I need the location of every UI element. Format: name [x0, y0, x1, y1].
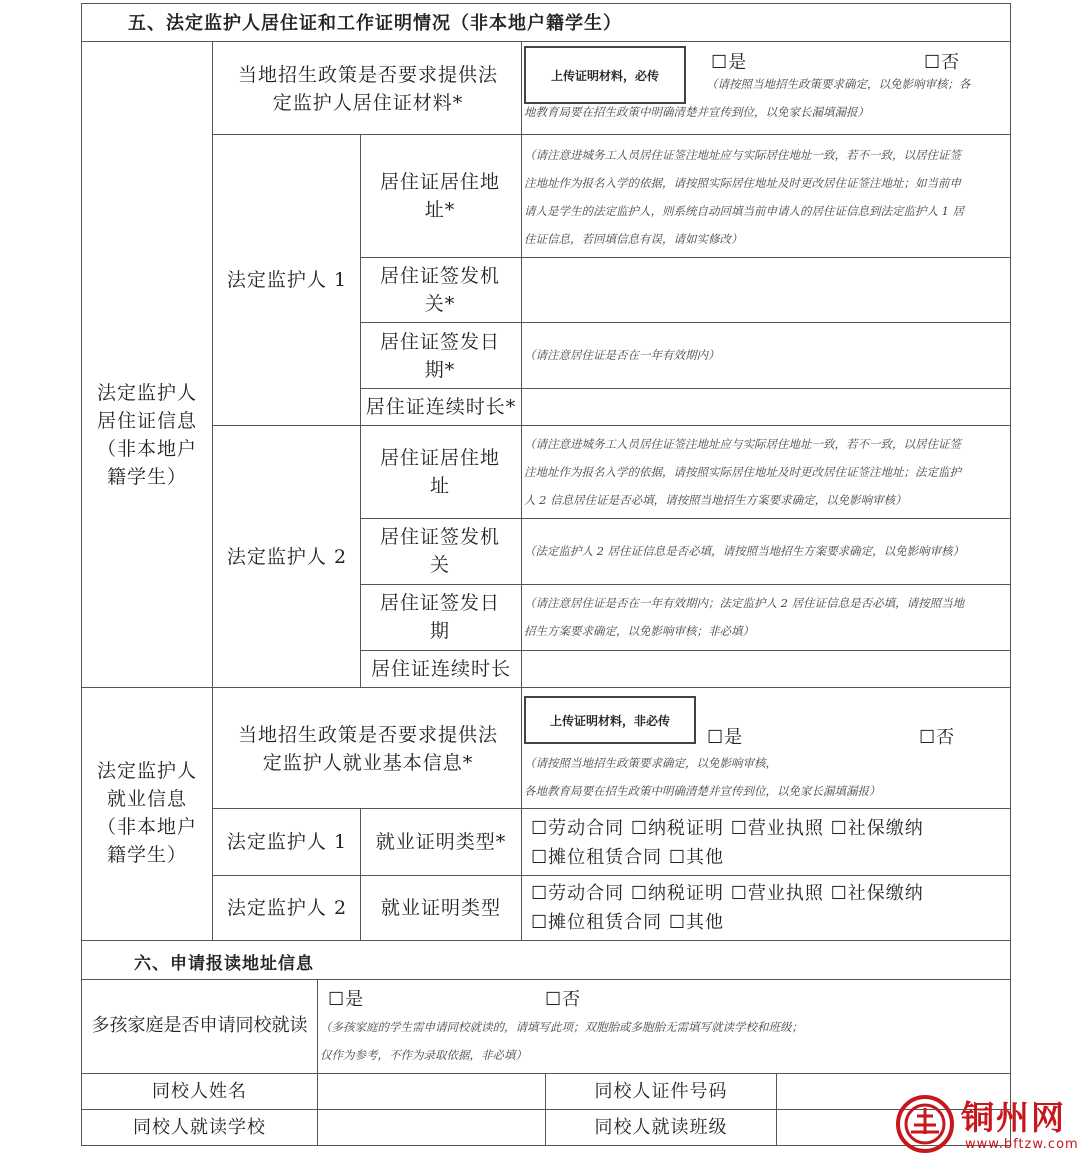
note-line: 仅作为参考，不作为录取依据，非必填）: [320, 1048, 527, 1062]
residence-policy-yes-checkbox[interactable]: ☐是: [711, 52, 748, 73]
option-line[interactable]: ☐摊位租赁合同 ☐其他: [531, 912, 724, 933]
note-line: 招生方案要求确定，以免影响审核；非必填）: [524, 624, 754, 638]
employment-yes-checkbox[interactable]: ☐是: [707, 727, 744, 748]
site-name: 铜州网: [961, 1098, 1066, 1137]
row-divider: [81, 3, 1010, 4]
g1-address-note: [524, 141, 1008, 253]
employment-no-checkbox[interactable]: ☐否: [919, 727, 956, 748]
sibling-name-input[interactable]: [318, 1074, 545, 1109]
residence-guardian2-label: 法定监护人 2: [226, 545, 348, 568]
g2-date-label: 居住证签发日期: [380, 592, 501, 642]
note-line: 注地址作为报名入学的依据，请按照实际居住地址及时更改居住证签注地址；如当前申: [524, 176, 961, 190]
emp-type2-label: 就业证明类型: [380, 897, 501, 919]
sibling-id-label: 同校人证件号码: [594, 1080, 728, 1102]
g1-duration-label: 居住证连续时长*: [365, 396, 517, 418]
note-line: （请注意进城务工人员居住证签注地址应与实际居住地址一致，若不一致，以居住证签: [524, 437, 961, 451]
option-line[interactable]: ☐劳动合同 ☐纳税证明 ☐营业执照 ☐社保缴纳: [531, 818, 924, 839]
g2-address-note: [524, 430, 1008, 514]
row-divider: [360, 584, 1010, 585]
note-line: 人 2 信息居住证是否必填，请按照当地招生方案要求确定，以免影响审核）: [524, 493, 907, 507]
emp-type1-options[interactable]: [531, 814, 924, 872]
g1-date-note: （请注意居住证是否在一年有效期内）: [524, 348, 720, 362]
g1-issuer-label: 居住证签发机关*: [380, 265, 501, 315]
employment-policy-note: [524, 749, 1008, 805]
same-school-yes-checkbox[interactable]: ☐是: [328, 989, 365, 1010]
residence-group-label: 法定监护人居住证信息（非本地户籍学生）: [96, 382, 197, 488]
option-line[interactable]: ☐摊位租赁合同 ☐其他: [531, 847, 724, 868]
residence-guardian1-label: 法定监护人 1: [226, 268, 348, 291]
row-divider: [360, 650, 1010, 651]
g2-date-note: [524, 589, 1008, 645]
row-divider: [360, 518, 1010, 519]
employment-group-label: 法定监护人就业信息（非本地户籍学生）: [96, 760, 197, 866]
emp-type2-options[interactable]: [531, 879, 924, 937]
note-line: （请注意居住证是否在一年有效期内；法定监护人 2 居住证信息是否必填，请按照当地: [524, 596, 965, 610]
site-watermark: [895, 1090, 1079, 1160]
col-divider: [360, 808, 361, 940]
sibling-class-label: 同校人就读班级: [594, 1116, 728, 1138]
sibling-school-label: 同校人就读学校: [133, 1116, 266, 1138]
col-divider: [360, 134, 361, 687]
emp-guardian1-label: 法定监护人 1: [226, 831, 348, 853]
g1-date-label: 居住证签发日期*: [380, 331, 501, 381]
row-divider: [81, 940, 1010, 941]
g2-duration-label: 居住证连续时长: [370, 658, 511, 680]
note-line: （请注意进城务工人员居住证签注地址应与实际居住地址一致，若不一致，以居住证签: [524, 148, 961, 162]
row-divider: [360, 257, 1010, 258]
option-line[interactable]: ☐劳动合同 ☐纳税证明 ☐营业执照 ☐社保缴纳: [531, 883, 924, 904]
col-divider: [212, 41, 213, 940]
row-divider: [360, 322, 1010, 323]
note-line: 各地教育局要在招生政策中明确清楚并宣传到位，以免家长漏填漏报）: [524, 784, 881, 798]
site-logo-icon: [895, 1094, 955, 1154]
note-line: 地教育局要在招生政策中明确清楚并宣传到位，以免家长漏填漏报）: [524, 105, 869, 119]
note-line: （请按照当地招生政策要求确定，以免影响审核，: [524, 756, 777, 770]
section6-title: 六、申请报读地址信息: [134, 954, 314, 974]
g2-issuer-note: （法定监护人 2 居住证信息是否必填，请按照当地招生方案要求确定，以免影响审核）: [524, 544, 965, 558]
col-divider: [521, 41, 522, 940]
upload-button-optional[interactable]: 上传证明材料，非必传: [524, 696, 696, 744]
g1-issuer-input[interactable]: [523, 259, 1008, 321]
note-line: 住证信息，若回填信息有误，请如实修改）: [524, 232, 743, 246]
upload-button-required[interactable]: 上传证明材料，必传: [524, 46, 686, 104]
emp-type1-label: 就业证明类型*: [375, 831, 507, 853]
same-school-no-checkbox[interactable]: ☐否: [545, 989, 582, 1010]
g2-issuer-label: 居住证签发机关: [380, 526, 501, 576]
sibling-school-input[interactable]: [318, 1110, 545, 1145]
same-school-question: 多孩家庭是否申请同校就读: [91, 1015, 308, 1036]
row-divider: [81, 41, 1010, 42]
row-divider: [81, 1145, 1010, 1146]
residence-policy-question: 当地招生政策是否要求提供法定监护人居住证材料*: [237, 64, 498, 114]
residence-policy-no-checkbox[interactable]: ☐否: [924, 52, 961, 73]
site-url: www.bftzw.com: [965, 1137, 1079, 1152]
row-divider: [360, 388, 1010, 389]
section5-title: 五、法定监护人居住证和工作证明情况（非本地户籍学生）: [128, 13, 622, 34]
note-line: 注地址作为报名入学的依据，请按照实际居住地址及时更改居住证签注地址；法定监护: [524, 465, 961, 479]
emp-guardian2-label: 法定监护人 2: [226, 897, 348, 919]
g1-duration-input[interactable]: [523, 390, 1008, 424]
row-divider: [81, 687, 1010, 688]
note-line: 请人是学生的法定监护人，则系统自动回填当前申请人的居住证信息到法定监护人 1 居: [524, 204, 965, 218]
g1-address-label: 居住证居住地址*: [380, 171, 501, 221]
employment-policy-question: 当地招生政策是否要求提供法定监护人就业基本信息*: [237, 724, 498, 774]
row-divider: [81, 979, 1010, 980]
g2-address-label: 居住证居住地址: [380, 447, 501, 497]
note-line: （多孩家庭的学生需申请同校就读的，请填写此项；双胞胎或多胞胎无需填写就读学校和班级；: [320, 1020, 803, 1034]
g2-duration-input[interactable]: [523, 652, 1008, 686]
same-school-note: [320, 1013, 1006, 1069]
residence-policy-note: [524, 70, 1008, 126]
sibling-name-label: 同校人姓名: [152, 1080, 247, 1102]
note-line: （请按照当地招生政策要求确定，以免影响审核；各: [706, 77, 971, 91]
